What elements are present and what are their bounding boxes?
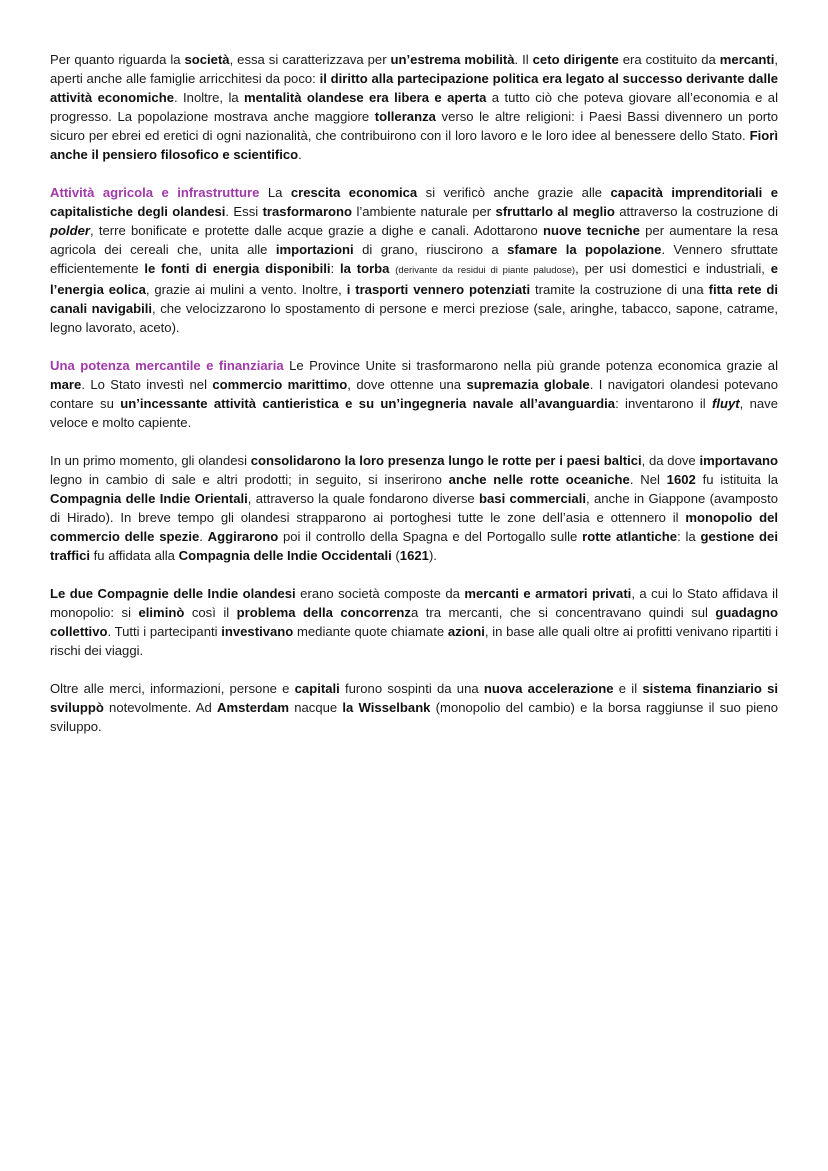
paragraph [50, 451, 778, 565]
text-run: mediante quote chiamate [293, 624, 448, 639]
text-run: , per usi domestici e industriali, [575, 261, 771, 276]
bold-text: fluyt [711, 396, 740, 411]
text-run: furono sospinti da una [339, 681, 484, 696]
bold-text: rotte atlantiche [582, 529, 678, 544]
bold-text: Compagnia delle Indie Occidentali [178, 548, 392, 563]
text-run: . [199, 529, 208, 544]
bold-text: commercio marittimo [212, 377, 348, 392]
text-run: poi il controllo della Spagna e del Portogallo sulle [278, 529, 583, 544]
paragraph [50, 50, 778, 164]
document-body [50, 50, 778, 736]
text-run: : [330, 261, 340, 276]
bold-text: e l’energia eolica [50, 261, 779, 297]
paragraph [50, 356, 778, 432]
bold-text: ceto dirigente [532, 52, 619, 67]
text-run: , terre bonificate e protette dalle acque grazie a dighe e canali. Adottarono [90, 223, 543, 238]
bold-text: sfamare la popolazione [507, 242, 662, 257]
text-run: per aumentare la resa agricola dei cereali che, unita alle [50, 223, 778, 257]
bold-text: nuova accelerazione [483, 681, 614, 696]
text-run: Per quanto riguarda la [50, 52, 185, 67]
bold-text: investivano [221, 624, 294, 639]
text-run: . Essi [225, 204, 263, 219]
text-run: . I navigatori olandesi potevano contare su [50, 377, 778, 411]
text-run: fu istituita la [695, 472, 779, 487]
text-run: . [298, 147, 302, 162]
bold-text: supremazia globale [466, 377, 590, 392]
text-run: , grazie ai mulini a vento. Inoltre, [145, 282, 347, 297]
bold-text: società [184, 52, 230, 67]
bold-text: azioni [447, 624, 485, 639]
bold-text: importavano [699, 453, 779, 468]
bold-text: le fonti di energia disponibili [144, 261, 331, 276]
text-run: nacque [289, 700, 343, 715]
paragraph [50, 183, 778, 337]
bold-text: gestione dei traffici [50, 529, 778, 563]
text-run: a tutto ciò che poteva giovare all’economia e al progresso. La popolazione mostrava anche maggiore [50, 90, 778, 124]
bold-text: mare [50, 377, 82, 392]
text-run: , aperti anche alle famiglie arricchitesi da poco: [50, 52, 779, 86]
text-run: si verificò anche grazie alle [417, 185, 611, 200]
bold-text: Amsterdam [217, 700, 290, 715]
bold-text: un’estrema mobilità [390, 52, 515, 67]
text-run: , essa si caratterizzava per [229, 52, 391, 67]
text-run: a tra mercanti, che si concentravano quindi sul [410, 605, 716, 620]
text-run: (monopolio del cambio) e la borsa raggiunse il suo pieno sviluppo. [50, 700, 779, 734]
text-run: . Tutti i partecipanti [107, 624, 222, 639]
text-run: e il [613, 681, 643, 696]
bold-text: importazioni [275, 242, 354, 257]
text-run: Oltre alle merci, informazioni, persone e [50, 681, 295, 696]
bold-text: la Wisselbank [342, 700, 431, 715]
text-run: ). [428, 548, 437, 563]
bold-text: Fiorì anche il pensiero filosofico e scientifico [50, 128, 778, 162]
bold-text: 1621 [399, 548, 429, 563]
bold-text: la torba [339, 261, 390, 276]
section-heading: Una potenza mercantile e finanziaria [50, 358, 284, 373]
text-run: In un primo momento, gli olandesi [50, 453, 251, 468]
bold-text: il diritto alla partecipazione politica era legato al successo derivante dalle attività economiche [50, 71, 778, 105]
text-run: , in base alle quali oltre ai profitti venivano ripartiti i rischi dei viaggi. [50, 624, 779, 658]
text-run: fu affidata alla [90, 548, 179, 563]
text-run: . Vennero sfruttate efficientemente [50, 242, 778, 276]
paragraph [50, 584, 778, 660]
bold-text: Le due Compagnie delle Indie olandesi [50, 586, 296, 601]
bold-text: problema della concorrenz [236, 605, 411, 620]
bold-text: tolleranza [374, 109, 436, 124]
bold-text: polder [50, 223, 91, 238]
bold-text: un’incessante attività cantieristica e su un’ingegneria navale all’avanguardia [120, 396, 616, 411]
text-run: La [259, 185, 291, 200]
small-note: (derivante da residui di piante paludose) [395, 265, 576, 276]
text-run: Le Province Unite si trasformarono nella più grande potenza economica grazie al [283, 358, 779, 373]
bold-text: anche nelle rotte oceaniche [448, 472, 630, 487]
bold-text: sistema finanziario si sviluppò [50, 681, 779, 715]
text-run: ( [391, 548, 400, 563]
text-run: . Inoltre, la [174, 90, 245, 105]
bold-text: sfruttarlo al meglio [495, 204, 615, 219]
bold-text: consolidarono la loro presenza lungo le rotte per i paesi baltici [250, 453, 642, 468]
text-run: legno in cambio di sale e altri prodotti; in seguito, si inserirono [50, 472, 449, 487]
text-run: , nave veloce e molto capiente. [50, 396, 778, 430]
bold-text: mercanti [719, 52, 775, 67]
text-run: l’ambiente naturale per [352, 204, 496, 219]
text-run: . Il [514, 52, 533, 67]
text-run: : la [677, 529, 701, 544]
text-run: era costituito da [618, 52, 720, 67]
bold-text: fitta rete di canali navigabili [50, 282, 779, 316]
bold-text: i trasporti vennero potenziati [346, 282, 531, 297]
text-run: . Lo Stato investì nel [81, 377, 213, 392]
bold-text: capacità imprenditoriali e capitalistiche degli olandesi [50, 185, 779, 219]
text-run: così il [184, 605, 237, 620]
text-run: , anche in Giappone (avamposto di Hirado). In breve tempo gli olandesi strapparono ai portoghesi tutte le zone dell’asia e ottennero il [50, 491, 778, 525]
text-run: , che velocizzarono lo spostamento di persone e merci preziose (sale, aringhe, tabacco, sapone, catrame, legno lavorato, aceto). [50, 301, 778, 335]
bold-text: guadagno collettivo [50, 605, 778, 639]
bold-text: eliminò [138, 605, 185, 620]
bold-text: nuove tecniche [543, 223, 640, 238]
paragraph [50, 679, 778, 736]
bold-text: 1602 [666, 472, 696, 487]
text-run: , a cui lo Stato affidava il monopolio: si [50, 586, 778, 620]
text-run: verso le altre religioni: i Paesi Bassi divennero un porto sicuro per ebrei ed eretici di ogni nazionalità, che contribuirono con il loro lavoro e le loro idee al benessere dello Stato. [50, 109, 779, 143]
bold-text: basi commerciali [479, 491, 586, 506]
bold-text: monopolio del commercio delle spezie [50, 510, 778, 544]
bold-text: trasformarono [262, 204, 353, 219]
text-run: tramite la costruzione di una [530, 282, 709, 297]
bold-text: capitali [294, 681, 340, 696]
bold-text: mentalità olandese era libera e aperta [244, 90, 487, 105]
bold-text: crescita economica [290, 185, 418, 200]
text-run: attraverso la costruzione di [614, 204, 778, 219]
text-run: , attraverso la quale fondarono diverse [247, 491, 480, 506]
text-run: notevolmente. Ad [103, 700, 217, 715]
text-run: , dove ottenne una [347, 377, 467, 392]
section-heading: Attività agricola e infrastrutture [50, 185, 260, 200]
text-run: erano società composte da [295, 586, 465, 601]
bold-text: Aggirarono [207, 529, 279, 544]
bold-text: mercanti e armatori privati [464, 586, 632, 601]
text-run: di grano, riuscirono a [353, 242, 508, 257]
bold-text: Compagnia delle Indie Orientali [50, 491, 248, 506]
text-run: : inventarono il [615, 396, 712, 411]
text-run: , da dove [641, 453, 700, 468]
text-run: . Nel [629, 472, 667, 487]
